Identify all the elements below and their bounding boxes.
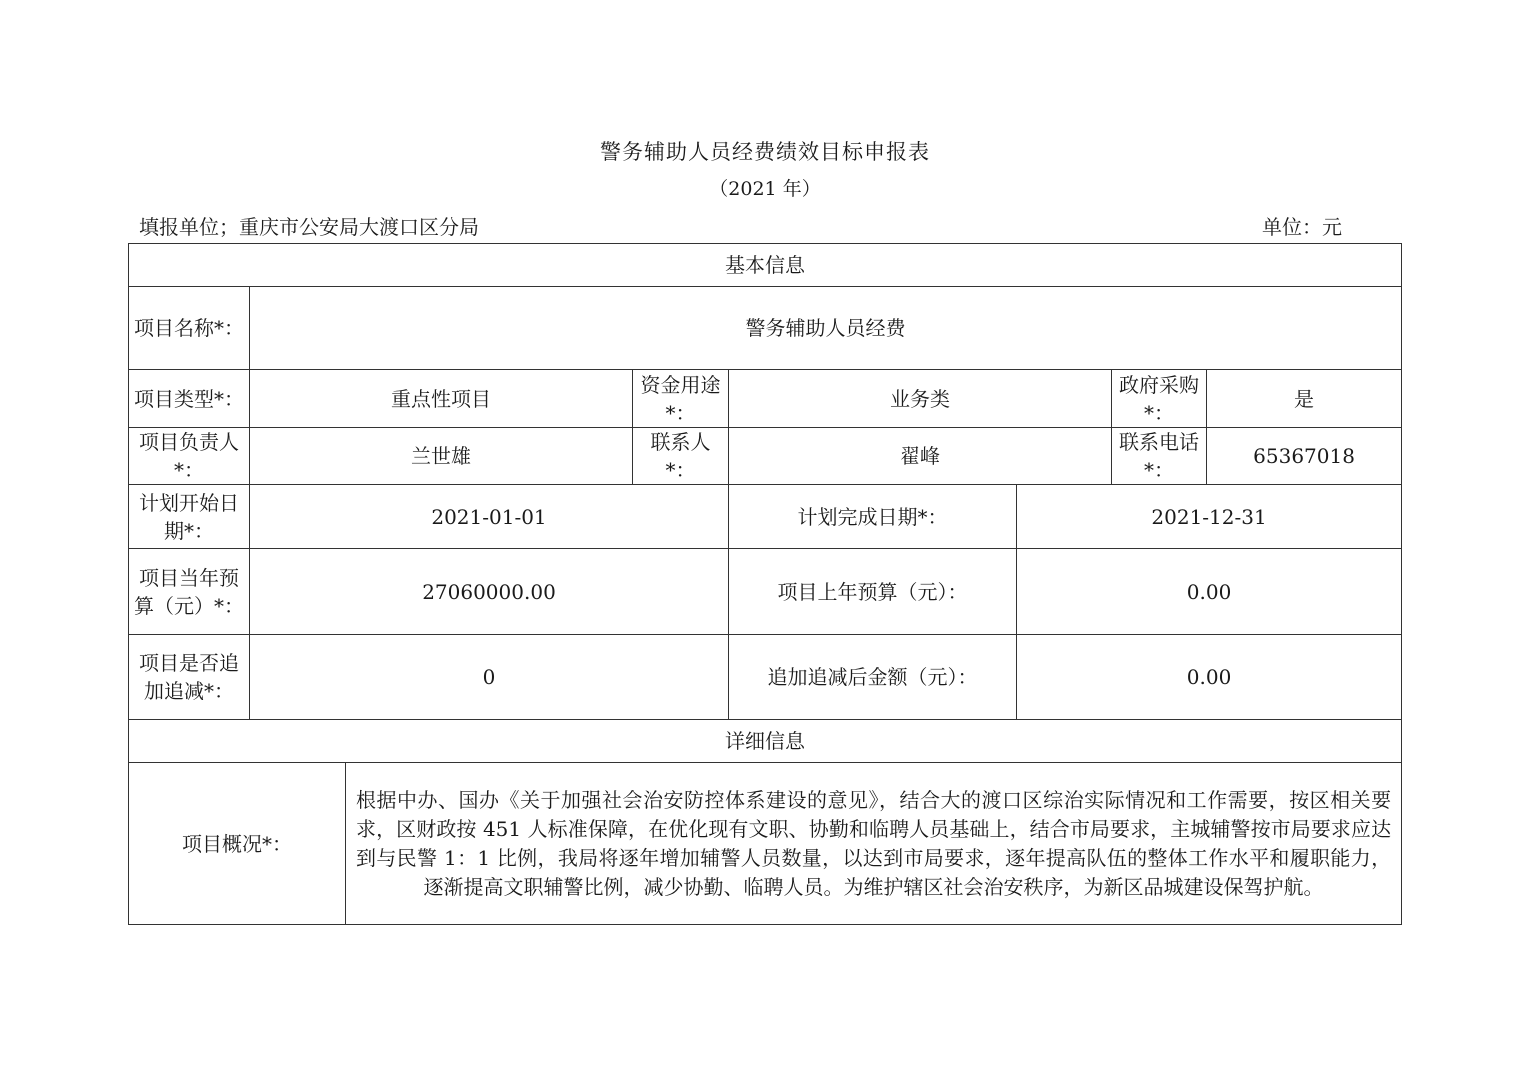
prev-budget-value: 0.00	[1017, 549, 1402, 635]
form-title: 警务辅助人员经费绩效目标申报表	[600, 140, 930, 164]
budget-value: 27060000.00	[250, 549, 729, 635]
project-name-value: 警务辅助人员经费	[250, 287, 1402, 370]
overview-label: 项目概况*：	[129, 763, 346, 925]
contact-value: 翟峰	[729, 428, 1112, 485]
overview-row	[129, 763, 1402, 925]
end-date-value: 2021-12-31	[1017, 485, 1402, 549]
prev-budget-label: 项目上年预算（元）：	[729, 549, 1017, 635]
end-date-label: 计划完成日期*：	[729, 485, 1017, 549]
project-name-label: 项目名称*：	[129, 287, 250, 370]
leader-label: 项目负责人*：	[129, 428, 250, 485]
gov-purchase-label: 政府采购*：	[1112, 370, 1207, 428]
form-year: （2021 年）	[709, 178, 821, 200]
leader-value: 兰世雄	[250, 428, 633, 485]
phone-label: 联系电话*：	[1112, 428, 1207, 485]
adjust-value: 0	[250, 635, 729, 720]
start-date-value: 2021-01-01	[250, 485, 729, 549]
start-date-label: 计划开始日期*：	[129, 485, 250, 549]
reporting-unit: 填报单位；重庆市公安局大渡口区分局	[139, 215, 479, 239]
basic-info-title: 基本信息	[129, 244, 1402, 287]
detail-info-title: 详细信息	[129, 720, 1402, 763]
currency-unit: 单位：元	[1262, 215, 1342, 239]
overview-text: 根据中办、国办《关于加强社会治安防控体系建设的意见》，结合大的渡口区综治实际情况和工作需要，按区相关要求，区财政按 451 人标准保障，在优化现有文职、协勤和临聘人员基础上，结合市局要求，主城辅警按市局要求应达到与民警 1：1 比例，我局将逐年增加辅警人员数量，以达到市局要求，逐年提高队伍的整体工作水平和履职能力，逐渐提高文职辅警比例，减少协勤、临聘人员。为维护辖区社会治安秩序，为新区品城建设保驾护航。	[346, 763, 1402, 925]
fund-use-label: 资金用途*：	[633, 370, 729, 428]
project-type-label: 项目类型*：	[129, 370, 250, 428]
gov-purchase-value: 是	[1207, 370, 1402, 428]
leader-row	[129, 428, 1402, 485]
fund-use-value: 业务类	[729, 370, 1112, 428]
basic-info-header-row	[129, 244, 1402, 287]
project-type-row	[129, 370, 1402, 428]
performance-table	[128, 243, 1402, 925]
adjusted-amount-label: 追加追减后金额（元）：	[729, 635, 1017, 720]
dates-row	[129, 485, 1402, 549]
adjust-label: 项目是否追加追减*：	[129, 635, 250, 720]
adjusted-amount-value: 0.00	[1017, 635, 1402, 720]
budget-label: 项目当年预算（元）*：	[129, 549, 250, 635]
budget-row	[129, 549, 1402, 635]
project-name-row	[129, 287, 1402, 370]
detail-info-header-row	[129, 720, 1402, 763]
phone-value: 65367018	[1207, 428, 1402, 485]
project-type-value: 重点性项目	[250, 370, 633, 428]
contact-label: 联系人*：	[633, 428, 729, 485]
adjust-row	[129, 635, 1402, 720]
